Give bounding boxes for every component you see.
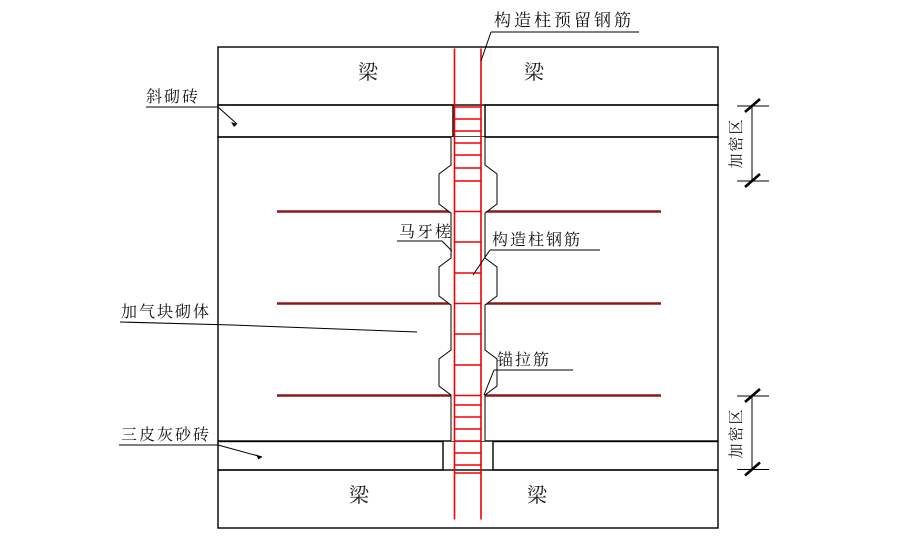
- diagonal-brick-band-right: [485, 105, 718, 137]
- beam-label-top-left: 梁: [358, 60, 379, 84]
- leader-lime-sand-brick: [119, 445, 262, 460]
- lime-sand-brick-band-right: [493, 442, 718, 471]
- leader-toothing: [397, 241, 452, 251]
- label-column-rebar: 构造柱钢筋: [492, 230, 583, 249]
- top-beam: [218, 47, 718, 105]
- label-lime-sand-brick: 三皮灰砂砖: [121, 425, 212, 444]
- diagonal-brick-band-left: [218, 105, 453, 137]
- label-densified-zone-bottom: 加密区: [727, 407, 745, 459]
- label-reserved-rebar: 构造柱预留钢筋: [494, 11, 634, 31]
- label-densified-zone-top: 加密区: [727, 117, 745, 169]
- lime-sand-brick-band-left: [218, 442, 443, 471]
- leader-diagonal-brick: [146, 107, 237, 127]
- leader-aerated-block: [120, 322, 417, 332]
- beam-label-top-right: 梁: [524, 60, 545, 84]
- beam-label-bottom-right: 梁: [527, 483, 548, 507]
- label-toothing: 马牙槎: [399, 222, 454, 241]
- label-diagonal-brick: 斜砌砖: [146, 87, 201, 106]
- dimension-densified-zone-bottom: [727, 389, 769, 476]
- label-anchor-tie: 锚拉筋: [497, 350, 552, 369]
- label-aerated-block: 加气块砌体: [121, 302, 212, 321]
- dimension-densified-zone-top: [727, 99, 769, 187]
- bottom-beam: [218, 470, 718, 528]
- beam-label-bottom-left: 梁: [349, 483, 370, 507]
